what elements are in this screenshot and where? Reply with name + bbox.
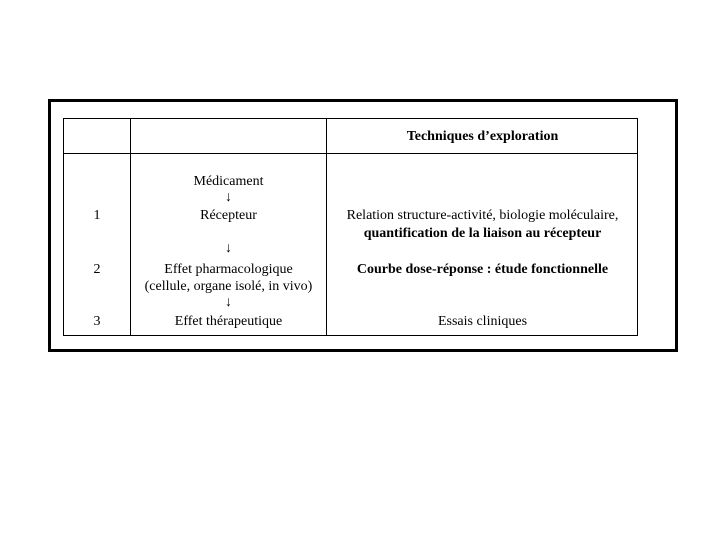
pharmacology-table	[63, 118, 638, 336]
step-3-technique: Essais cliniques	[437, 314, 528, 329]
header-divider	[64, 153, 637, 154]
arrow-down-icon: ↓	[225, 295, 232, 310]
header-techniques: Techniques d’exploration	[406, 129, 559, 144]
step-3-number: 3	[93, 314, 101, 329]
step-2-label-line2: (cellule, organe isolé, in vivo)	[144, 279, 313, 294]
step-medicament-label: Médicament	[193, 174, 264, 189]
step-1-label: Récepteur	[200, 208, 257, 223]
step-2-technique: Courbe dose-réponse : étude fonctionnelle	[356, 262, 609, 277]
step-2-number: 2	[93, 262, 101, 277]
step-1-technique-line1: Relation structure-activité, biologie moléculaire,	[346, 208, 619, 223]
step-3-label: Effet thérapeutique	[174, 314, 283, 329]
step-1-number: 1	[93, 208, 101, 223]
step-2-label-line1: Effet pharmacologique	[164, 262, 293, 277]
step-1-technique-line2: quantification de la liaison au récepteur	[363, 226, 602, 241]
arrow-down-icon: ↓	[225, 190, 232, 205]
arrow-down-icon: ↓	[225, 241, 232, 256]
